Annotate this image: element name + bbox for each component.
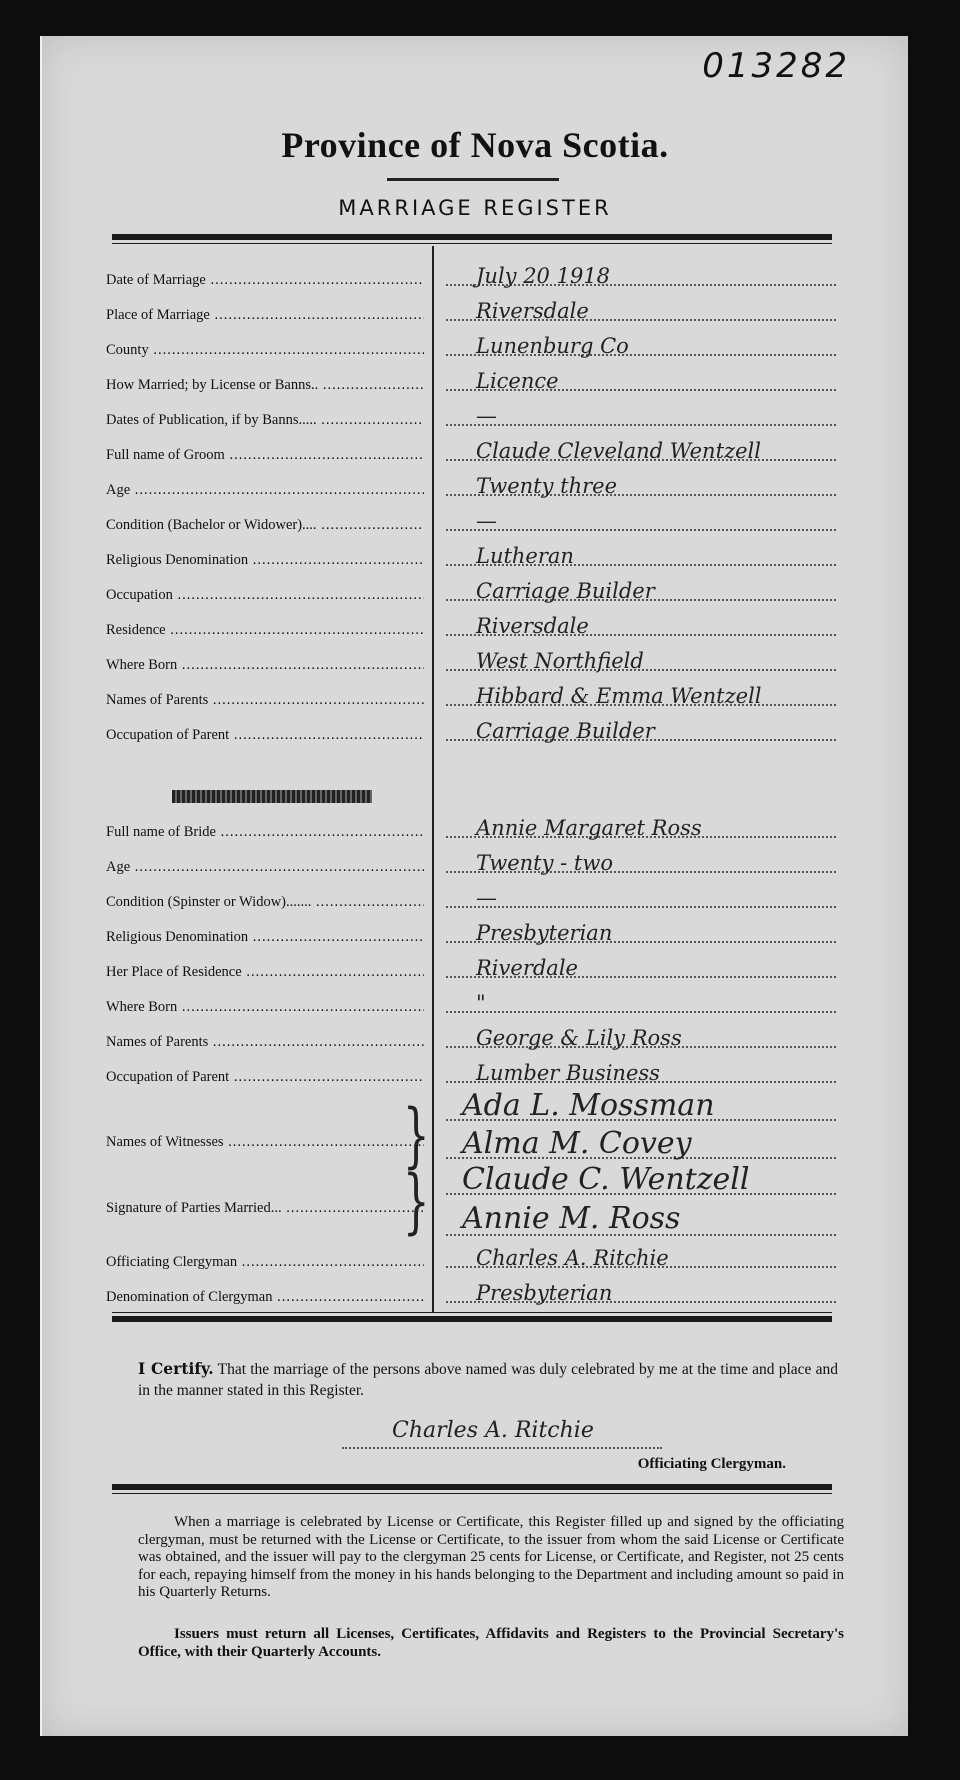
field-label: Occupation of Parent .....: [106, 1069, 424, 1085]
field-label: Residence .....: [106, 622, 424, 638]
field-value: —: [476, 509, 497, 533]
brace-parties: }: [402, 1160, 430, 1242]
brace-witnesses: }: [402, 1094, 430, 1176]
clergyman-signature: Charles A. Ritchie: [392, 1418, 594, 1443]
field-label: Full name of Bride .....: [106, 824, 424, 840]
field-value: Claude Cleveland Wentzell: [476, 439, 761, 463]
field-value: West Northfield: [476, 649, 644, 673]
field-value: ": [476, 991, 486, 1015]
signature-line: [342, 1447, 662, 1449]
row-bride-name: [106, 810, 836, 844]
field-value: Riversdale: [476, 614, 589, 638]
field-value: Lutheran: [476, 544, 574, 568]
field-value: Presbyterian: [476, 1281, 613, 1305]
row-groom-condition: [106, 503, 836, 537]
section-separator: [172, 790, 372, 803]
row-groom-parents: [106, 678, 836, 712]
field-label: Denomination of Clergyman .....: [106, 1289, 424, 1305]
field-label: Condition (Spinster or Widow)....... .....: [106, 894, 424, 910]
body-divider: [112, 1316, 832, 1322]
field-label: Full name of Groom .....: [106, 447, 424, 463]
register-form: [40, 36, 908, 1736]
body-divider-thin: [112, 1312, 832, 1313]
form-subtitle: MARRIAGE REGISTER: [338, 196, 612, 220]
field-label: Place of Marriage .....: [106, 307, 424, 323]
field-value: Lunenburg Co: [476, 334, 629, 358]
header-divider-thin: [112, 243, 832, 244]
field-label: Her Place of Residence .....: [106, 964, 424, 980]
field-label: Names of Parents .....: [106, 692, 424, 708]
row-clergy-denomination: [106, 1275, 836, 1309]
row-county: [106, 328, 836, 362]
field-value: Hibbard & Emma Wentzell: [476, 684, 762, 708]
row-dates-of-publication: [106, 398, 836, 432]
row-place-of-marriage: [106, 293, 836, 327]
row-bride-parents: [106, 1020, 836, 1054]
form-title: Province of Nova Scotia.: [281, 125, 669, 165]
field-label: Occupation .....: [106, 587, 424, 603]
row-bride-birthplace: [106, 985, 836, 1019]
row-bride-parent-occupation: [106, 1055, 836, 1089]
field-value: Lumber Business: [476, 1061, 660, 1085]
row-groom-birthplace: [106, 643, 836, 677]
notes-divider-thin: [112, 1493, 832, 1494]
field-value: —: [476, 404, 497, 428]
field-label: Religious Denomination .....: [106, 552, 424, 568]
row-date-of-marriage: [106, 258, 836, 292]
field-label: Names of Witnesses .....: [106, 1134, 424, 1150]
field-label: Where Born .....: [106, 657, 424, 673]
row-groom-parent-occupation: [106, 713, 836, 747]
row-bride-condition: [106, 880, 836, 914]
field-value: Annie Margaret Ross: [476, 816, 702, 840]
field-label: How Married; by License or Banns.. .....: [106, 377, 424, 393]
field-label: Signature of Parties Married... .....: [106, 1200, 424, 1216]
field-value: Presbyterian: [476, 921, 613, 945]
field-value: Twenty three: [476, 474, 618, 498]
signature-caption: Officiating Clergyman.: [637, 1456, 786, 1472]
party-signature: Claude C. Wentzell: [462, 1162, 750, 1197]
field-label: Names of Parents .....: [106, 1034, 424, 1050]
notes-divider: [112, 1484, 832, 1490]
row-groom-residence: [106, 608, 836, 642]
field-label: Dates of Publication, if by Banns..... .....: [106, 412, 424, 428]
row-groom-occupation: [106, 573, 836, 607]
row-bride-residence: [106, 950, 836, 984]
field-label: Date of Marriage .....: [106, 272, 424, 288]
field-label: Religious Denomination .....: [106, 929, 424, 945]
row-groom-name: [106, 433, 836, 467]
field-value: Charles A. Ritchie: [476, 1246, 669, 1270]
party-signature: Annie M. Ross: [462, 1201, 681, 1236]
witness-signature: Alma M. Covey: [462, 1126, 692, 1161]
field-label: Where Born .....: [106, 999, 424, 1015]
field-label: Officiating Clergyman .....: [106, 1254, 424, 1270]
field-label: Occupation of Parent .....: [106, 727, 424, 743]
field-value: George & Lily Ross: [476, 1026, 682, 1050]
row-groom-age: [106, 468, 836, 502]
header-divider: [112, 234, 832, 240]
field-label: Age .....: [106, 859, 424, 875]
field-label: Condition (Bachelor or Widower).... .....: [106, 517, 424, 533]
field-value: July 20 1918: [476, 264, 611, 288]
row-how-married: [106, 363, 836, 397]
field-value: Carriage Builder: [476, 579, 655, 603]
title-underline: [387, 178, 559, 181]
field-label: Age .....: [106, 482, 424, 498]
register-number: 013282: [702, 46, 850, 86]
row-bride-religion: [106, 915, 836, 949]
row-groom-religion: [106, 538, 836, 572]
certification-lead: I Certify.: [138, 1359, 214, 1378]
witness-signature: Ada L. Mossman: [462, 1088, 715, 1123]
instructions-note: When a marriage is celebrated by License or Certificate, this Register filled up and signed by the officiating clergyman, must be returned with the License or Certificate, to the issuer from whom the said License or Certificate was obtained, and the issuer will pay to the clergyman 25 cents for License, or Certificate, and Register, not 25 cents for each, repaying himself from the money in his hands belonging to the Department and including amount so paid in his Quarterly Returns.: [138, 1514, 844, 1600]
certification-text: [138, 1358, 838, 1401]
field-value: Riverdale: [476, 956, 578, 980]
field-value: Licence: [476, 369, 559, 393]
row-bride-age: [106, 845, 836, 879]
field-value: Carriage Builder: [476, 719, 655, 743]
field-value: Riversdale: [476, 299, 589, 323]
certification-body: That the marriage of the persons above named was duly celebrated by me at the time and place and in the manner stated in this Register.: [138, 1361, 838, 1399]
field-value: —: [476, 886, 497, 910]
issuers-note: Issuers must return all Licenses, Certificates, Affidavits and Registers to the Provincial Secretary's Office, with their Quarterly Accounts.: [138, 1626, 844, 1660]
field-label: County .....: [106, 342, 424, 358]
field-value: Twenty - two: [476, 851, 613, 875]
row-officiating-clergyman: [106, 1240, 836, 1274]
